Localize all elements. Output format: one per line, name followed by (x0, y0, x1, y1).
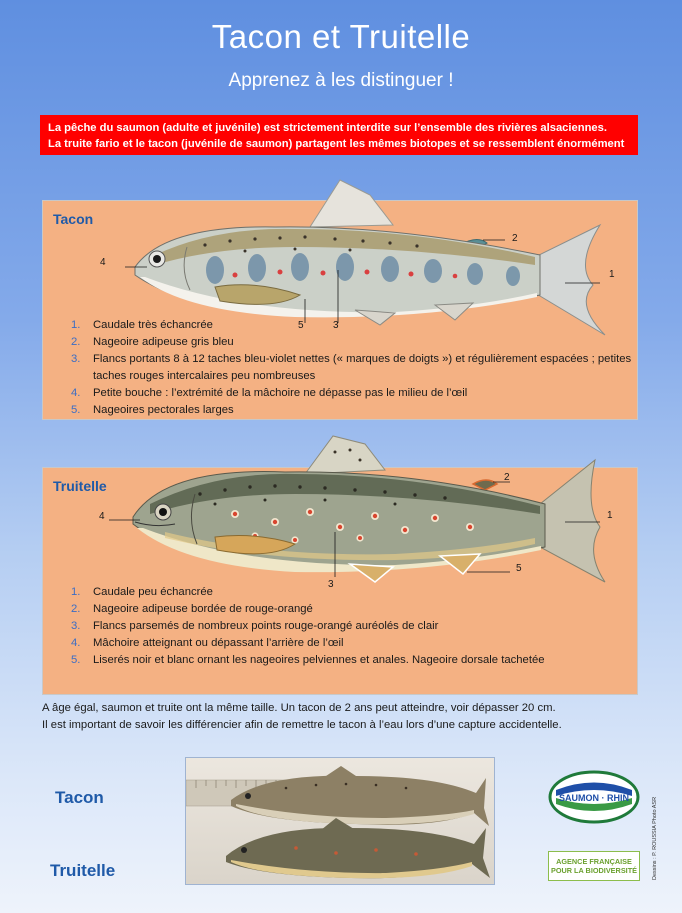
tacon-callout-5: 5 (298, 320, 304, 331)
feature-text: Nageoire adipeuse bordée de rouge-orangé (93, 603, 313, 615)
info-line-1: A âge égal, saumon et truite ont la même taille. Un tacon de 2 ans peut atteindre, voir dépasser 20 cm. (42, 702, 556, 714)
feature-text: Flancs parsemés de nombreux points rouge-orangé auréolés de clair (93, 620, 439, 632)
truitelle-callout-2: 2 (504, 472, 510, 483)
warning-banner (40, 115, 638, 155)
tacon-callout-2: 2 (512, 233, 518, 244)
photo-label-tacon: Tacon (55, 788, 104, 807)
saumon-rhin-logo-text: SAUMON · RHIN (559, 793, 629, 803)
tacon-callout-4: 4 (100, 257, 106, 268)
saumon-rhin-logo (548, 770, 640, 824)
tacon-callout-1: 1 (609, 269, 615, 280)
feature-number: 3. (71, 620, 81, 632)
photo-credits: Dessins : P. ROUSSIA Photo ASR (652, 796, 658, 880)
truitelle-fish-illustration (95, 432, 625, 597)
feature-text: Caudale peu échancrée (93, 586, 213, 598)
warning-line-2: La truite fario et le tacon (juvénile de saumon) partagent les mêmes biotopes et se ressemblent énormément (48, 138, 625, 150)
info-text (42, 700, 642, 734)
feature-text: Flancs portants 8 à 12 taches bleu-violet nettes (« marques de doigts ») et régulièrement espacées ; petites taches rouges intercalaires peu nombreuses (93, 353, 632, 382)
page-subtitle: Apprenez à les distinguer ! (228, 70, 454, 91)
truitelle-callout-3: 3 (328, 579, 334, 590)
feature-number: 1. (71, 319, 81, 331)
afb-logo (548, 851, 640, 881)
afb-logo-line-2: POUR LA BIODIVERSITÉ (550, 866, 638, 875)
tacon-feature-3 (71, 351, 633, 385)
tacon-feature-4 (71, 385, 633, 402)
feature-text: Caudale très échancrée (93, 319, 213, 331)
truitelle-callout-4: 4 (99, 511, 105, 522)
tacon-fish-illustration (95, 175, 625, 340)
feature-text: Nageoires pectorales larges (93, 404, 234, 416)
feature-number: 1. (71, 586, 81, 598)
tacon-feature-5 (71, 402, 633, 419)
feature-text: Liserés noir et blanc ornant les nageoires pelviennes et anales. Nageoire dorsale tachetée (93, 654, 545, 666)
truitelle-callout-1: 1 (607, 510, 613, 521)
photo-label-truitelle: Truitelle (50, 861, 116, 880)
truitelle-feature-3 (71, 618, 633, 635)
truitelle-feature-2 (71, 601, 633, 618)
feature-number: 5. (71, 404, 81, 416)
tacon-callout-3: 3 (333, 320, 339, 331)
feature-number: 4. (71, 637, 81, 649)
warning-line-1: La pêche du saumon (adulte et juvénile) est strictement interdite sur l’ensemble des rivières alsaciennes. (48, 122, 607, 134)
truitelle-feature-4 (71, 635, 633, 652)
truitelle-title: Truitelle (53, 478, 107, 494)
afb-logo-line-1: AGENCE FRANÇAISE (556, 857, 632, 866)
truitelle-feature-5 (71, 652, 633, 669)
photo-fish-image (186, 758, 495, 885)
feature-number: 5. (71, 654, 81, 666)
feature-text: Mâchoire atteignant ou dépassant l’arrière de l’œil (93, 637, 344, 649)
feature-text: Petite bouche : l’extrémité de la mâchoire ne dépasse pas le milieu de l’œil (93, 387, 468, 399)
feature-number: 4. (71, 387, 81, 399)
comparison-photo (185, 757, 495, 885)
truitelle-callout-5: 5 (516, 563, 522, 574)
feature-text: Nageoire adipeuse gris bleu (93, 336, 234, 348)
feature-number: 2. (71, 336, 81, 348)
info-line-2: Il est important de savoir les différencier afin de remettre le tacon à l’eau lors d’une capture accidentelle. (42, 719, 562, 731)
tacon-title: Tacon (53, 211, 94, 227)
feature-number: 3. (71, 353, 81, 365)
page-title: Tacon et Truitelle (211, 18, 471, 55)
feature-number: 2. (71, 603, 81, 615)
